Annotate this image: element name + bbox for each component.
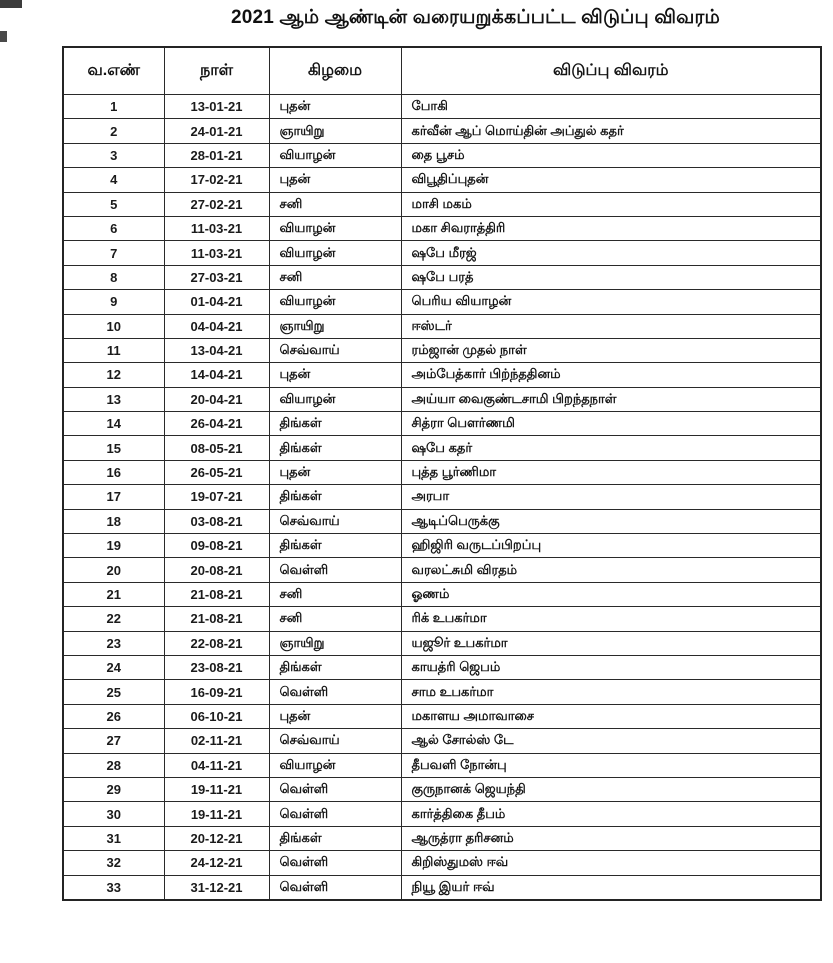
day-cell: ஞாயிறு: [269, 314, 401, 338]
holiday-cell: குருநானக் ஜெயந்தி: [401, 777, 821, 801]
holiday-cell: போகி: [401, 95, 821, 119]
serial-cell: 31: [63, 826, 164, 850]
holiday-cell: யஜூர் உபகர்மா: [401, 631, 821, 655]
serial-cell: 17: [63, 485, 164, 509]
table-row: [63, 168, 821, 192]
day-cell: திங்கள்: [269, 534, 401, 558]
table-row: [63, 777, 821, 801]
serial-cell: 13: [63, 387, 164, 411]
holiday-cell: ஹிஜிரி வருடப்பிறப்பு: [401, 534, 821, 558]
day-cell: ஞாயிறு: [269, 631, 401, 655]
date-cell: 13-01-21: [164, 95, 269, 119]
day-cell: திங்கள்: [269, 826, 401, 850]
serial-cell: 27: [63, 729, 164, 753]
serial-cell: 23: [63, 631, 164, 655]
scan-artifact-left: [0, 31, 7, 42]
header-row: [63, 47, 821, 95]
serial-cell: 12: [63, 363, 164, 387]
date-cell: 23-08-21: [164, 655, 269, 679]
holiday-cell: தை பூசம்: [401, 143, 821, 167]
day-cell: வெள்ளி: [269, 777, 401, 801]
serial-cell: 29: [63, 777, 164, 801]
serial-cell: 25: [63, 680, 164, 704]
day-cell: சனி: [269, 192, 401, 216]
day-cell: திங்கள்: [269, 655, 401, 679]
date-cell: 27-03-21: [164, 265, 269, 289]
holiday-cell: அரபா: [401, 485, 821, 509]
day-cell: செவ்வாய்: [269, 509, 401, 533]
table-row: [63, 607, 821, 631]
serial-cell: 5: [63, 192, 164, 216]
header-day: கிழமை: [269, 47, 401, 95]
holiday-cell: அம்பேத்கார் பிற்ந்ததினம்: [401, 363, 821, 387]
date-cell: 24-01-21: [164, 119, 269, 143]
date-cell: 13-04-21: [164, 338, 269, 362]
day-cell: வியாழன்: [269, 290, 401, 314]
holiday-cell: ஷபே பரத்: [401, 265, 821, 289]
date-cell: 21-08-21: [164, 607, 269, 631]
holiday-cell: அய்யா வைகுண்டசாமி பிறந்தநாள்: [401, 387, 821, 411]
table-row: [63, 387, 821, 411]
day-cell: புதன்: [269, 704, 401, 728]
serial-cell: 16: [63, 460, 164, 484]
serial-cell: 18: [63, 509, 164, 533]
table-row: [63, 95, 821, 119]
date-cell: 24-12-21: [164, 851, 269, 875]
holiday-cell: ஆடிப்பெருக்கு: [401, 509, 821, 533]
header-serial: வ.எண்: [63, 47, 164, 95]
day-cell: வியாழன்: [269, 216, 401, 240]
table-row: [63, 192, 821, 216]
date-cell: 19-07-21: [164, 485, 269, 509]
serial-cell: 6: [63, 216, 164, 240]
holiday-cell: வரலட்சுமி விரதம்: [401, 558, 821, 582]
day-cell: வெள்ளி: [269, 680, 401, 704]
day-cell: வியாழன்: [269, 241, 401, 265]
day-cell: வியாழன்: [269, 387, 401, 411]
holiday-cell: கர்வீன் ஆப் மொய்தின் அப்துல் கதர்: [401, 119, 821, 143]
table-row: [63, 729, 821, 753]
serial-cell: 3: [63, 143, 164, 167]
holiday-table: [62, 46, 822, 901]
serial-cell: 10: [63, 314, 164, 338]
day-cell: சனி: [269, 265, 401, 289]
holiday-table-body: [63, 95, 821, 900]
day-cell: ஞாயிறு: [269, 119, 401, 143]
date-cell: 02-11-21: [164, 729, 269, 753]
serial-cell: 28: [63, 753, 164, 777]
table-row: [63, 314, 821, 338]
holiday-cell: சாம உபகர்மா: [401, 680, 821, 704]
date-cell: 20-04-21: [164, 387, 269, 411]
date-cell: 26-04-21: [164, 412, 269, 436]
day-cell: திங்கள்: [269, 436, 401, 460]
serial-cell: 8: [63, 265, 164, 289]
holiday-cell: காயத்ரி ஜெபம்: [401, 655, 821, 679]
day-cell: புதன்: [269, 363, 401, 387]
date-cell: 11-03-21: [164, 216, 269, 240]
holiday-table-header: [63, 47, 821, 95]
date-cell: 21-08-21: [164, 582, 269, 606]
holiday-cell: புத்த பூர்ணிமா: [401, 460, 821, 484]
date-cell: 06-10-21: [164, 704, 269, 728]
day-cell: புதன்: [269, 95, 401, 119]
day-cell: புதன்: [269, 460, 401, 484]
table-row: [63, 655, 821, 679]
table-row: [63, 534, 821, 558]
serial-cell: 14: [63, 412, 164, 436]
table-row: [63, 485, 821, 509]
date-cell: 04-11-21: [164, 753, 269, 777]
day-cell: செவ்வாய்: [269, 338, 401, 362]
day-cell: திங்கள்: [269, 485, 401, 509]
date-cell: 14-04-21: [164, 363, 269, 387]
date-cell: 08-05-21: [164, 436, 269, 460]
date-cell: 28-01-21: [164, 143, 269, 167]
table-row: [63, 753, 821, 777]
holiday-cell: தீபவளி நோன்பு: [401, 753, 821, 777]
date-cell: 22-08-21: [164, 631, 269, 655]
holiday-cell: ஆருத்ரா தரிசனம்: [401, 826, 821, 850]
holiday-cell: விபூதிப்புதன்: [401, 168, 821, 192]
serial-cell: 21: [63, 582, 164, 606]
serial-cell: 33: [63, 875, 164, 900]
serial-cell: 11: [63, 338, 164, 362]
date-cell: 26-05-21: [164, 460, 269, 484]
holiday-cell: கார்த்திகை தீபம்: [401, 802, 821, 826]
date-cell: 09-08-21: [164, 534, 269, 558]
table-row: [63, 582, 821, 606]
date-cell: 01-04-21: [164, 290, 269, 314]
table-row: [63, 460, 821, 484]
date-cell: 31-12-21: [164, 875, 269, 900]
holiday-cell: ஓணம்: [401, 582, 821, 606]
date-cell: 19-11-21: [164, 802, 269, 826]
date-cell: 27-02-21: [164, 192, 269, 216]
date-cell: 04-04-21: [164, 314, 269, 338]
table-row: [63, 412, 821, 436]
serial-cell: 2: [63, 119, 164, 143]
serial-cell: 20: [63, 558, 164, 582]
holiday-cell: மாசி மகம்: [401, 192, 821, 216]
table-row: [63, 558, 821, 582]
header-date: நாள்: [164, 47, 269, 95]
holiday-cell: ரிக் உபகர்மா: [401, 607, 821, 631]
serial-cell: 22: [63, 607, 164, 631]
serial-cell: 15: [63, 436, 164, 460]
table-row: [63, 826, 821, 850]
day-cell: வியாழன்: [269, 143, 401, 167]
date-cell: 19-11-21: [164, 777, 269, 801]
date-cell: 20-12-21: [164, 826, 269, 850]
holiday-cell: மகாளய அமாவாசை: [401, 704, 821, 728]
holiday-cell: ஷபே கதர்: [401, 436, 821, 460]
table-row: [63, 119, 821, 143]
day-cell: புதன்: [269, 168, 401, 192]
table-row: [63, 338, 821, 362]
table-row: [63, 241, 821, 265]
header-holiday: விடுப்பு விவரம்: [401, 47, 821, 95]
date-cell: 17-02-21: [164, 168, 269, 192]
table-row: [63, 290, 821, 314]
holiday-cell: சித்ரா பௌர்ணமி: [401, 412, 821, 436]
page-title: 2021 ஆம் ஆண்டின் வரையறுக்கப்பட்ட விடுப்பு விவரம்: [230, 7, 721, 28]
holiday-cell: மகா சிவராத்திரி: [401, 216, 821, 240]
date-cell: 03-08-21: [164, 509, 269, 533]
holiday-cell: ஈஸ்டர்: [401, 314, 821, 338]
serial-cell: 19: [63, 534, 164, 558]
holiday-cell: ஆல் சோல்ஸ் டே: [401, 729, 821, 753]
table-row: [63, 851, 821, 875]
table-row: [63, 363, 821, 387]
serial-cell: 7: [63, 241, 164, 265]
serial-cell: 30: [63, 802, 164, 826]
table-row: [63, 216, 821, 240]
day-cell: சனி: [269, 582, 401, 606]
serial-cell: 4: [63, 168, 164, 192]
serial-cell: 1: [63, 95, 164, 119]
holiday-cell: ரம்ஜான் முதல் நாள்: [401, 338, 821, 362]
serial-cell: 9: [63, 290, 164, 314]
table-row: [63, 509, 821, 533]
holiday-cell: ஷபே மீரஜ்: [401, 241, 821, 265]
table-row: [63, 704, 821, 728]
day-cell: வியாழன்: [269, 753, 401, 777]
holiday-cell: கிறிஸ்துமஸ் ஈவ்: [401, 851, 821, 875]
table-row: [63, 680, 821, 704]
table-row: [63, 143, 821, 167]
day-cell: வெள்ளி: [269, 558, 401, 582]
table-row: [63, 631, 821, 655]
holiday-cell: நியூ இயர் ஈவ்: [401, 875, 821, 900]
day-cell: வெள்ளி: [269, 875, 401, 900]
table-row: [63, 802, 821, 826]
serial-cell: 32: [63, 851, 164, 875]
date-cell: 20-08-21: [164, 558, 269, 582]
serial-cell: 24: [63, 655, 164, 679]
day-cell: வெள்ளி: [269, 802, 401, 826]
holiday-cell: பெரிய வியாழன்: [401, 290, 821, 314]
date-cell: 16-09-21: [164, 680, 269, 704]
day-cell: வெள்ளி: [269, 851, 401, 875]
day-cell: செவ்வாய்: [269, 729, 401, 753]
day-cell: திங்கள்: [269, 412, 401, 436]
serial-cell: 26: [63, 704, 164, 728]
day-cell: சனி: [269, 607, 401, 631]
scan-artifact-top: [0, 0, 22, 8]
table-row: [63, 265, 821, 289]
table-row: [63, 436, 821, 460]
date-cell: 11-03-21: [164, 241, 269, 265]
table-row: [63, 875, 821, 900]
